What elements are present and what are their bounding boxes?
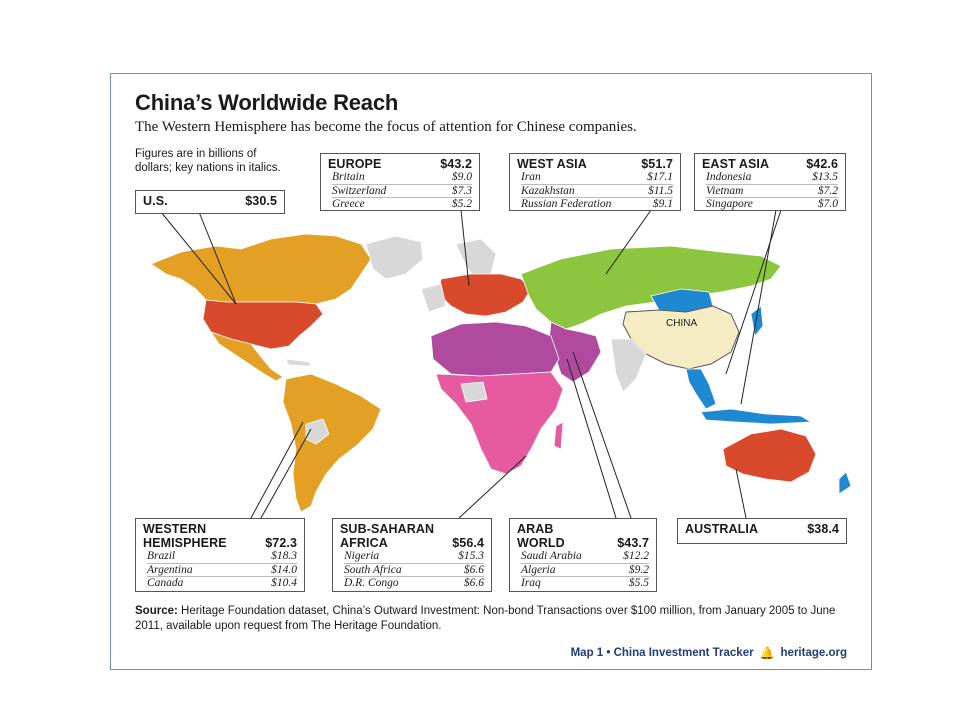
source-label: Source: <box>135 605 178 617</box>
nation-amount: $9.2 <box>628 563 649 576</box>
callout-australia-name: AUSTRALIA <box>685 522 759 536</box>
canada-alaska-region <box>151 234 371 304</box>
callout-sub-saharan-amount: $56.4 <box>452 536 484 550</box>
callout-west-asia-name: WEST ASIA <box>517 157 587 171</box>
source-note <box>135 604 855 634</box>
nation-row <box>521 185 673 199</box>
callout-europe-amount: $43.2 <box>440 157 472 171</box>
nation-amount: $5.5 <box>628 577 649 589</box>
nation-amount: $12.2 <box>623 550 649 562</box>
map-title: China’s Worldwide Reach <box>135 90 399 115</box>
south-america <box>283 374 381 512</box>
callout-arab-world <box>509 518 657 592</box>
africa-gray-patch <box>461 382 487 402</box>
nation-amount: $5.2 <box>451 198 472 210</box>
callout-europe-name: EUROPE <box>328 157 382 171</box>
map-subtitle: The Western Hemisphere has become the focus of attention for Chinese companies. <box>135 119 637 135</box>
nation-row <box>147 550 297 564</box>
nation-row <box>521 198 673 211</box>
callout-west-asia-amount: $51.7 <box>641 157 673 171</box>
nation-row <box>147 564 297 578</box>
nation-amount: $15.3 <box>458 550 484 562</box>
nation-amount: $18.3 <box>271 550 297 562</box>
callout-arab-world-name: ARAB WORLD <box>517 522 565 550</box>
callout-west-asia <box>509 153 681 211</box>
callout-arab-world-amount: $43.7 <box>617 536 649 550</box>
nation-amount: $6.6 <box>463 563 484 576</box>
nation-row <box>706 198 838 211</box>
callout-us-amount: $30.5 <box>245 194 277 208</box>
madagascar <box>554 422 563 449</box>
north-america <box>151 234 423 381</box>
callout-australia <box>677 518 847 544</box>
nation-row <box>344 577 484 590</box>
nation-name: Britain <box>332 171 365 183</box>
callout-western-hemisphere-amount: $72.3 <box>265 536 297 550</box>
japan <box>751 306 763 336</box>
caribbean <box>286 359 311 366</box>
callout-australia-amount: $38.4 <box>807 522 839 536</box>
leader-east-asia-2 <box>726 210 781 374</box>
sub-saharan-region <box>436 372 563 474</box>
nation-amount: $10.4 <box>271 577 297 589</box>
southeast-asia <box>686 369 716 409</box>
nation-name: Nigeria <box>344 550 380 562</box>
callout-us-name: U.S. <box>143 194 168 208</box>
nation-name: Iran <box>521 171 541 183</box>
footer-site-link[interactable]: heritage.org <box>780 647 847 659</box>
callout-east-asia-amount: $42.6 <box>806 157 838 171</box>
nation-amount: $11.5 <box>647 184 673 197</box>
figures-note: Figures are in billions of dollars; key nations in italics. <box>135 148 281 174</box>
nation-row <box>332 198 472 211</box>
nation-name: Indonesia <box>706 171 752 183</box>
china-label: CHINA <box>666 318 698 329</box>
callout-europe <box>320 153 480 211</box>
callout-east-asia-name: EAST ASIA <box>702 157 770 171</box>
map-figure <box>110 73 872 670</box>
nation-row <box>521 171 673 185</box>
nation-amount: $14.0 <box>271 563 297 576</box>
liberty-bell-icon: 🔔 <box>759 646 775 660</box>
nation-name: Singapore <box>706 198 753 210</box>
europe <box>421 239 531 316</box>
nation-row <box>332 171 472 185</box>
nation-amount: $7.0 <box>817 198 838 210</box>
nation-name: Vietnam <box>706 184 744 197</box>
oceania <box>723 429 851 494</box>
nation-name: Iraq <box>521 577 541 589</box>
europe-region <box>439 274 531 316</box>
africa <box>431 322 563 474</box>
nation-row <box>332 185 472 199</box>
south-america-region <box>283 374 381 512</box>
nation-name: D.R. Congo <box>344 577 399 589</box>
callout-sub-saharan-name: SUB-SAHARAN AFRICA <box>340 522 435 550</box>
nation-name: Kazakhstan <box>521 184 575 197</box>
greenland-region <box>366 236 423 279</box>
new-zealand <box>839 472 851 494</box>
map-footer <box>571 646 847 660</box>
callout-western-hemisphere <box>135 518 305 592</box>
nation-name: South Africa <box>344 563 402 576</box>
callout-us <box>135 190 285 214</box>
nation-name: Algeria <box>521 563 556 576</box>
nation-row <box>521 564 649 578</box>
nation-name: Greece <box>332 198 365 210</box>
nation-name: Switzerland <box>332 184 387 197</box>
north-africa-region <box>431 322 559 376</box>
nation-row <box>521 577 649 590</box>
nation-amount: $17.1 <box>647 171 673 183</box>
indonesia <box>701 409 811 424</box>
nation-name: Saudi Arabia <box>521 550 582 562</box>
nation-amount: $9.0 <box>451 171 472 183</box>
nation-name: Brazil <box>147 550 176 562</box>
scandinavia <box>456 239 496 279</box>
callout-western-hemisphere-name: WESTERN HEMISPHERE <box>143 522 227 550</box>
nation-name: Russian Federation <box>521 198 612 210</box>
source-text: Heritage Foundation dataset, China’s Outward Investment: Non-bond Transactions over $100 million, from January 2005 to June 2011, available upon request from The Heritage Foundation. <box>135 605 836 632</box>
nation-amount: $7.2 <box>817 184 838 197</box>
nation-name: Canada <box>147 577 184 589</box>
leader-australia <box>736 469 746 518</box>
nation-row <box>706 185 838 199</box>
nation-row <box>521 550 649 564</box>
footer-map-label: Map 1 • China Investment Tracker <box>570 647 754 659</box>
callout-sub-saharan-africa <box>332 518 492 592</box>
nation-amount: $7.3 <box>451 184 472 197</box>
europe-gray <box>421 284 446 312</box>
callout-east-asia <box>694 153 846 211</box>
nation-row <box>706 171 838 185</box>
nation-row <box>344 564 484 578</box>
nation-row <box>344 550 484 564</box>
nation-row <box>147 577 297 590</box>
nation-name: Argentina <box>147 563 193 576</box>
leader-arab-world-2 <box>567 359 616 518</box>
nation-amount: $13.5 <box>812 171 838 183</box>
nation-amount: $6.6 <box>463 577 484 589</box>
nation-amount: $9.1 <box>652 198 673 210</box>
